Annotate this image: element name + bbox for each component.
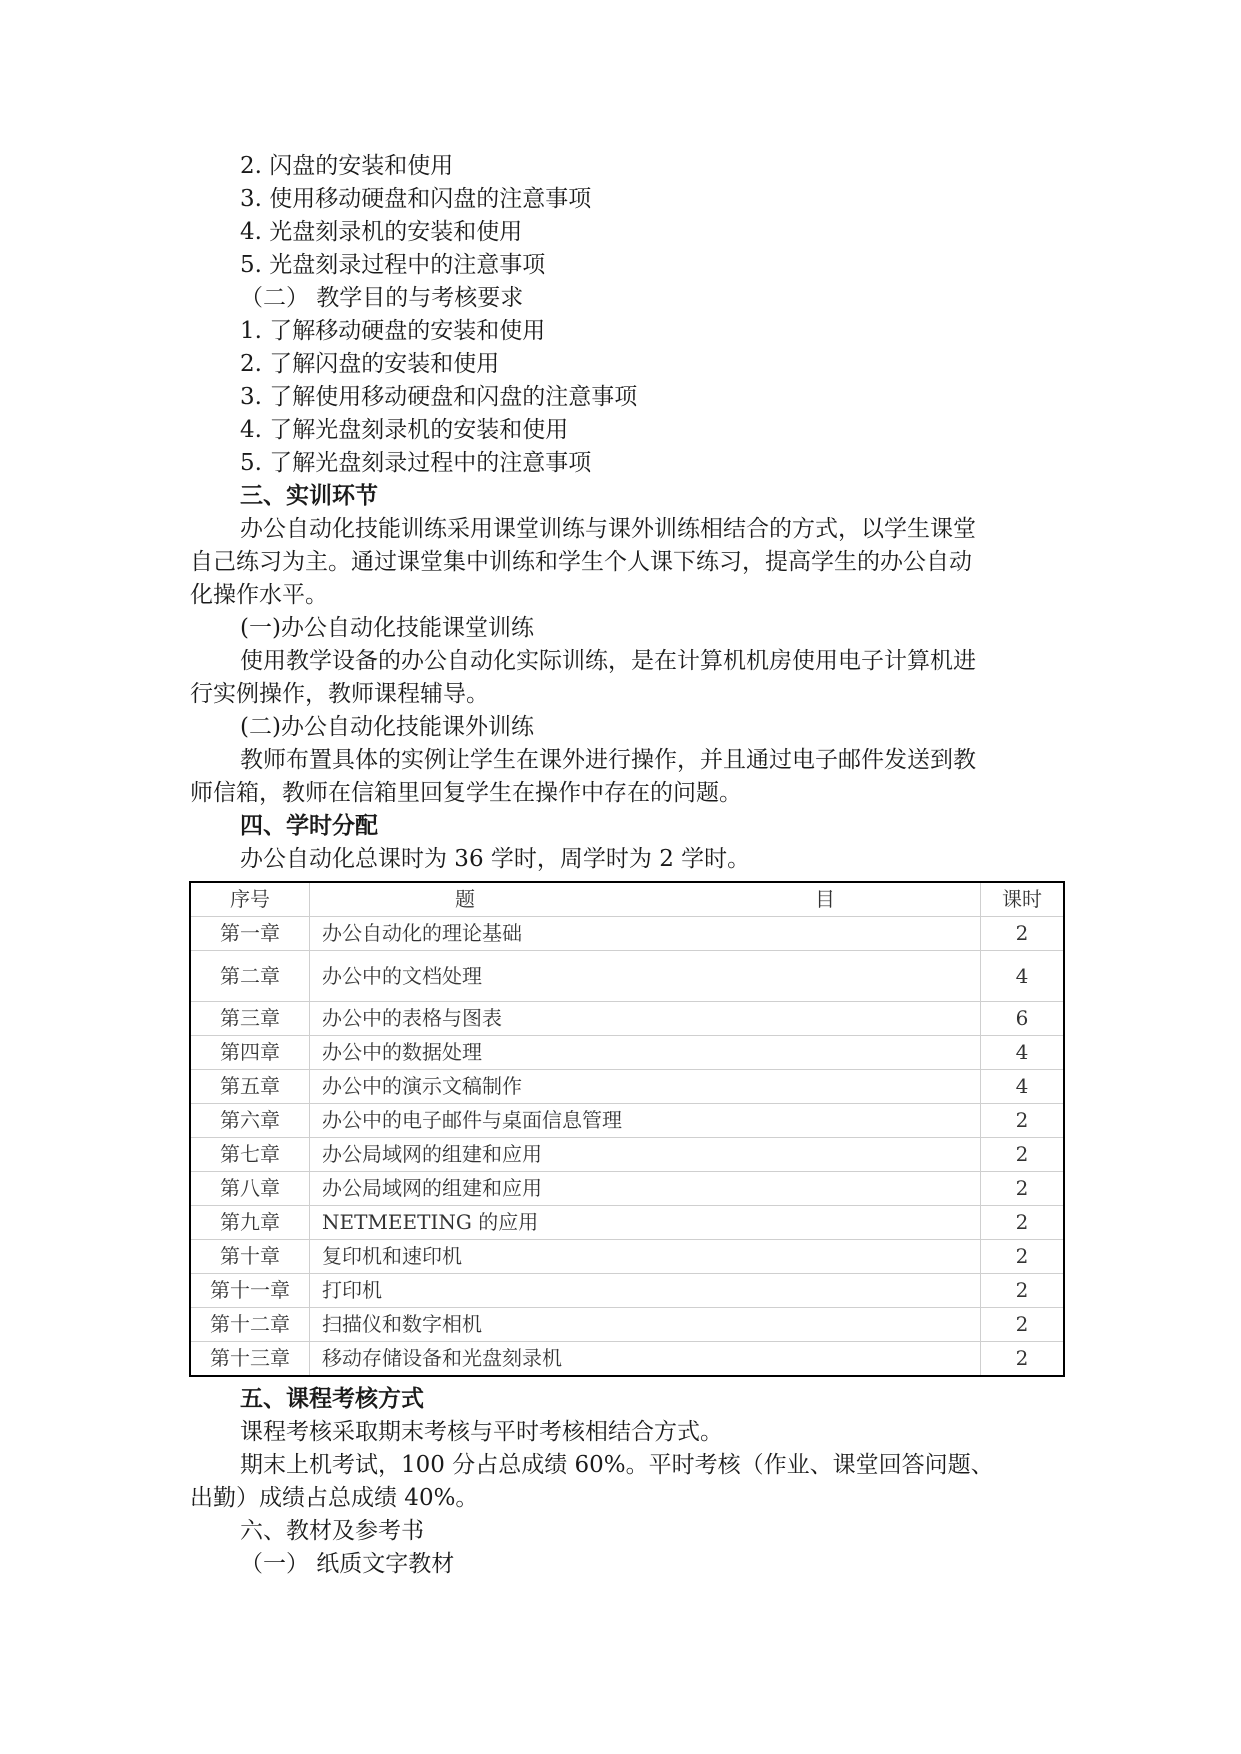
row-hours: 4 bbox=[981, 951, 1065, 1002]
row-title: 办公局域网的组建和应用 bbox=[310, 1172, 981, 1206]
table-row bbox=[190, 1036, 1064, 1070]
row-hours: 2 bbox=[981, 1342, 1065, 1377]
row-seq: 第五章 bbox=[190, 1070, 310, 1104]
header-hours: 课时 bbox=[981, 882, 1065, 917]
paragraph-line: 期末上机考试，100 分占总成绩 60%。平时考核（作业、课堂回答问题、 bbox=[240, 1452, 994, 1478]
paragraph-line: 使用教学设备的办公自动化实际训练，是在计算机机房使用电子计算机进 bbox=[240, 648, 976, 674]
table-row bbox=[190, 1308, 1064, 1342]
list-item: 5. 光盘刻录过程中的注意事项 bbox=[240, 252, 546, 278]
list-item: 4. 光盘刻录机的安装和使用 bbox=[240, 219, 523, 245]
row-seq: 第九章 bbox=[190, 1206, 310, 1240]
row-hours: 2 bbox=[981, 1104, 1065, 1138]
row-title: 办公中的演示文稿制作 bbox=[310, 1070, 981, 1104]
table-row bbox=[190, 1206, 1064, 1240]
section-heading: 四、学时分配 bbox=[240, 813, 378, 839]
header-title-b: 目 bbox=[815, 887, 835, 911]
row-hours: 4 bbox=[981, 1036, 1065, 1070]
row-title: 移动存储设备和光盘刻录机 bbox=[310, 1342, 981, 1377]
paragraph-line: 办公自动化总课时为 36 学时，周学时为 2 学时。 bbox=[240, 846, 751, 872]
subsection-heading: (二)办公自动化技能课外训练 bbox=[240, 714, 534, 740]
row-title: 办公中的表格与图表 bbox=[310, 1002, 981, 1036]
row-seq: 第四章 bbox=[190, 1036, 310, 1070]
list-item: 5. 了解光盘刻录过程中的注意事项 bbox=[240, 450, 592, 476]
table-row bbox=[190, 1342, 1064, 1377]
list-item: 2. 闪盘的安装和使用 bbox=[240, 153, 454, 179]
list-item: 4. 了解光盘刻录机的安装和使用 bbox=[240, 417, 569, 443]
table-header-row bbox=[190, 882, 1064, 917]
table-row bbox=[190, 951, 1064, 1002]
row-seq: 第八章 bbox=[190, 1172, 310, 1206]
list-item: 2. 了解闪盘的安装和使用 bbox=[240, 351, 500, 377]
row-hours: 2 bbox=[981, 1274, 1065, 1308]
paragraph-line: 师信箱，教师在信箱里回复学生在操作中存在的问题。 bbox=[190, 780, 742, 806]
table-row bbox=[190, 1240, 1064, 1274]
table-row bbox=[190, 1274, 1064, 1308]
subsection-heading: （二） 教学目的与考核要求 bbox=[240, 285, 524, 311]
subsection-heading: (一)办公自动化技能课堂训练 bbox=[240, 615, 534, 641]
table-row bbox=[190, 1138, 1064, 1172]
table-row bbox=[190, 1002, 1064, 1036]
row-hours: 2 bbox=[981, 917, 1065, 951]
section-heading: 六、教材及参考书 bbox=[240, 1518, 424, 1544]
header-title-a: 题 bbox=[455, 887, 475, 911]
paragraph-line: 自己练习为主。通过课堂集中训练和学生个人课下练习，提高学生的办公自动 bbox=[190, 549, 972, 575]
row-hours: 2 bbox=[981, 1172, 1065, 1206]
row-seq: 第二章 bbox=[190, 951, 310, 1002]
row-hours: 2 bbox=[981, 1206, 1065, 1240]
table-row bbox=[190, 1104, 1064, 1138]
row-title: 办公自动化的理论基础 bbox=[310, 917, 981, 951]
section-heading: 三、实训环节 bbox=[240, 483, 378, 509]
row-hours: 2 bbox=[981, 1308, 1065, 1342]
row-title: 办公中的电子邮件与桌面信息管理 bbox=[310, 1104, 981, 1138]
table-row bbox=[190, 917, 1064, 951]
paragraph-line: 出勤）成绩占总成绩 40%。 bbox=[190, 1485, 479, 1511]
row-seq: 第十章 bbox=[190, 1240, 310, 1274]
paragraph-line: 行实例操作，教师课程辅导。 bbox=[190, 681, 489, 707]
list-item: 3. 使用移动硬盘和闪盘的注意事项 bbox=[240, 186, 592, 212]
hours-table bbox=[189, 881, 1065, 1377]
row-title: 办公局域网的组建和应用 bbox=[310, 1138, 981, 1172]
row-hours: 2 bbox=[981, 1240, 1065, 1274]
row-seq: 第七章 bbox=[190, 1138, 310, 1172]
table-row bbox=[190, 1070, 1064, 1104]
list-item: 3. 了解使用移动硬盘和闪盘的注意事项 bbox=[240, 384, 638, 410]
paragraph-line: 课程考核采取期末考核与平时考核相结合方式。 bbox=[240, 1419, 723, 1445]
subsection-heading: （一） 纸质文字教材 bbox=[240, 1551, 455, 1577]
paragraph-line: 化操作水平。 bbox=[190, 582, 328, 608]
row-seq: 第三章 bbox=[190, 1002, 310, 1036]
row-hours: 2 bbox=[981, 1138, 1065, 1172]
row-title: 办公中的文档处理 bbox=[310, 951, 981, 1002]
list-item: 1. 了解移动硬盘的安装和使用 bbox=[240, 318, 546, 344]
table-row bbox=[190, 1172, 1064, 1206]
row-title: 办公中的数据处理 bbox=[310, 1036, 981, 1070]
header-seq: 序号 bbox=[190, 882, 310, 917]
row-title: NETMEETING 的应用 bbox=[310, 1206, 981, 1240]
row-seq: 第十一章 bbox=[190, 1274, 310, 1308]
paragraph-line: 办公自动化技能训练采用课堂训练与课外训练相结合的方式，以学生课堂 bbox=[240, 516, 976, 542]
paragraph-line: 教师布置具体的实例让学生在课外进行操作，并且通过电子邮件发送到教 bbox=[240, 747, 976, 773]
section-heading: 五、课程考核方式 bbox=[240, 1386, 424, 1412]
header-title bbox=[310, 882, 981, 917]
row-hours: 6 bbox=[981, 1002, 1065, 1036]
row-seq: 第十三章 bbox=[190, 1342, 310, 1377]
row-hours: 4 bbox=[981, 1070, 1065, 1104]
row-title: 复印机和速印机 bbox=[310, 1240, 981, 1274]
row-seq: 第一章 bbox=[190, 917, 310, 951]
row-seq: 第十二章 bbox=[190, 1308, 310, 1342]
row-seq: 第六章 bbox=[190, 1104, 310, 1138]
row-title: 扫描仪和数字相机 bbox=[310, 1308, 981, 1342]
row-title: 打印机 bbox=[310, 1274, 981, 1308]
